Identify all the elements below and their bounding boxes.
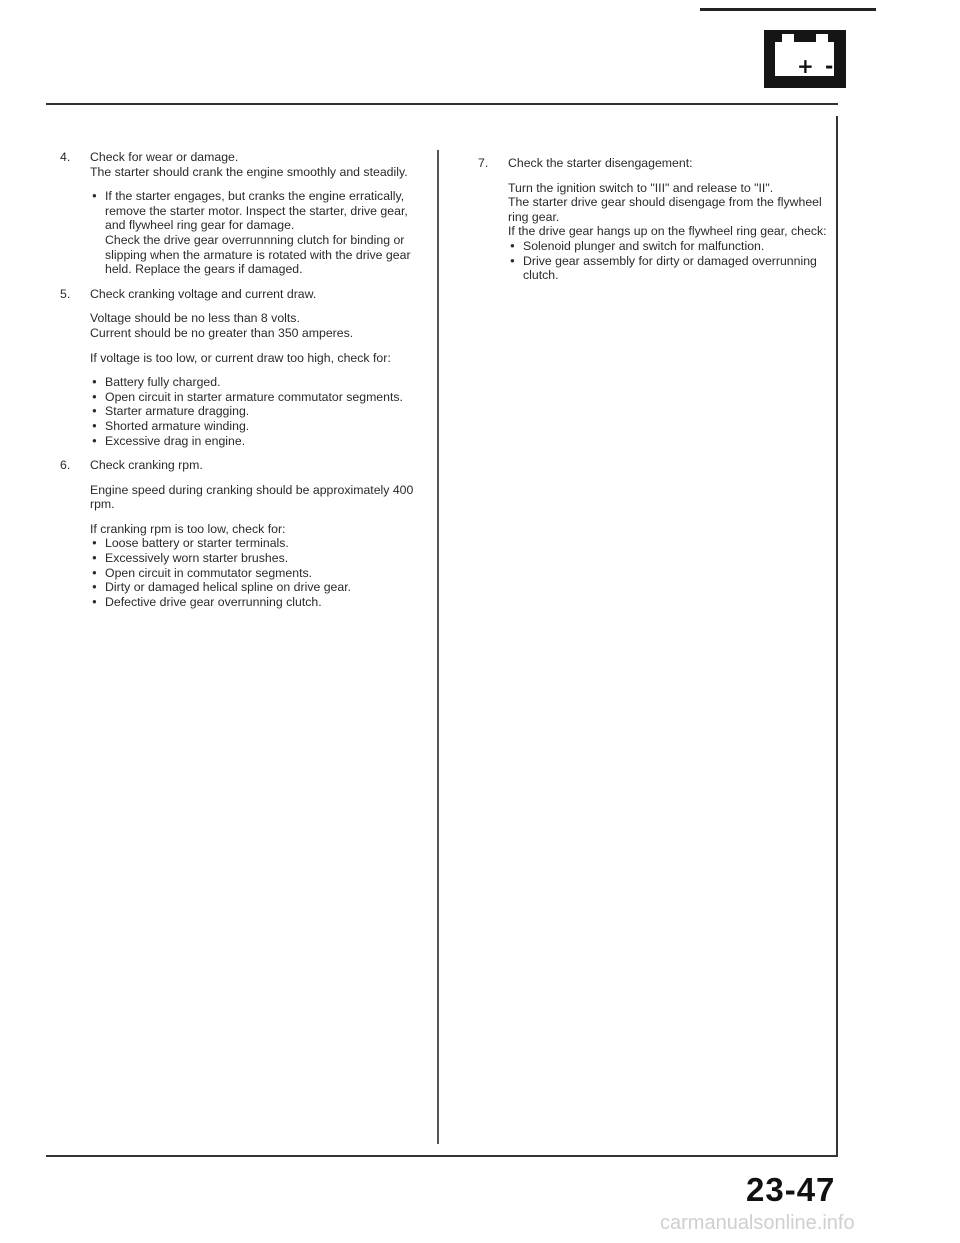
step-title: Check the starter disengagement: [508, 156, 693, 170]
step-7 [478, 156, 840, 283]
column-divider [437, 150, 439, 1144]
list-item: ● Excessive drag in engine. [90, 434, 428, 449]
step-title: Check cranking voltage and current draw. [90, 286, 317, 301]
bottom-rule [46, 1155, 838, 1157]
step-6 [60, 458, 428, 609]
step-4-note [90, 189, 428, 277]
note-text: ● If the starter engages, but cranks the engine erratically, remove the starter motor. Inspect the starter, drive gear, and flywheel ring gear for damage. [105, 189, 408, 233]
step-title: Check for wear or damage. [90, 150, 239, 164]
header-rule [46, 103, 838, 105]
step-6-checklist [90, 536, 428, 609]
spec-line: Engine speed during cranking should be approximately 400 rpm. [90, 482, 414, 512]
step-text: Turn the ignition switch to "III" and release to "II". [508, 180, 774, 195]
battery-face [775, 42, 834, 76]
battery-plus-symbol: + [797, 54, 814, 78]
battery-icon [764, 30, 846, 88]
step-5-checklist [90, 375, 428, 448]
list-item: ● Starter armature dragging. [90, 404, 428, 419]
check-intro: If cranking rpm is too low, check for: [90, 521, 286, 536]
step-number: 6. [60, 458, 71, 473]
note-item [90, 189, 428, 277]
list-item: ● Open circuit in commutator segments. [90, 566, 428, 581]
list-item: ● Excessively worn starter brushes. [90, 551, 428, 566]
step-text: If the drive gear hangs up on the flywheel ring gear, check: [508, 224, 827, 239]
step-number: 5. [60, 286, 71, 301]
list-item: ● Shorted armature winding. [90, 419, 428, 434]
check-intro: If voltage is too low, or current draw too high, check for: [90, 350, 391, 365]
battery-minus-symbol: - [825, 54, 834, 78]
list-item: ● Solenoid plunger and switch for malfunction. [508, 239, 840, 254]
right-column [478, 156, 840, 283]
list-item: ● Drive gear assembly for dirty or damaged overrunning clutch. [508, 254, 840, 283]
list-item: ● Dirty or damaged helical spline on drive gear. [90, 580, 428, 595]
spec-line: Current should be no greater than 350 amperes. [90, 325, 354, 340]
step-title: Check cranking rpm. [90, 458, 203, 473]
list-item: ● Defective drive gear overrunning clutch. [90, 595, 428, 610]
page-number: 23-47 [746, 1171, 836, 1208]
spec-line: Voltage should be no less than 8 volts. [90, 311, 300, 326]
watermark: carmanualsonline.info [660, 1212, 855, 1234]
step-text: The starter should crank the engine smoothly and steadily. [90, 164, 408, 179]
note-text: Check the drive gear overrunnning clutch for binding or slipping when the armature is rotated with the drive gear held. Replace the gears if damaged. [105, 232, 411, 277]
step-7-checklist [508, 239, 840, 283]
battery-terminal-left [782, 34, 794, 42]
list-item: ● Loose battery or starter terminals. [90, 536, 428, 551]
left-column [60, 150, 428, 609]
step-text: The starter drive gear should disengage from the flywheel ring gear. [508, 195, 822, 224]
step-4 [60, 150, 428, 277]
step-number: 4. [60, 150, 71, 164]
top-rule [700, 8, 876, 11]
battery-terminal-right [816, 34, 828, 42]
list-item: ● Open circuit in starter armature commutator segments. [90, 390, 428, 405]
list-item: ● Battery fully charged. [90, 375, 428, 390]
step-5 [60, 287, 428, 448]
step-number: 7. [478, 156, 489, 170]
